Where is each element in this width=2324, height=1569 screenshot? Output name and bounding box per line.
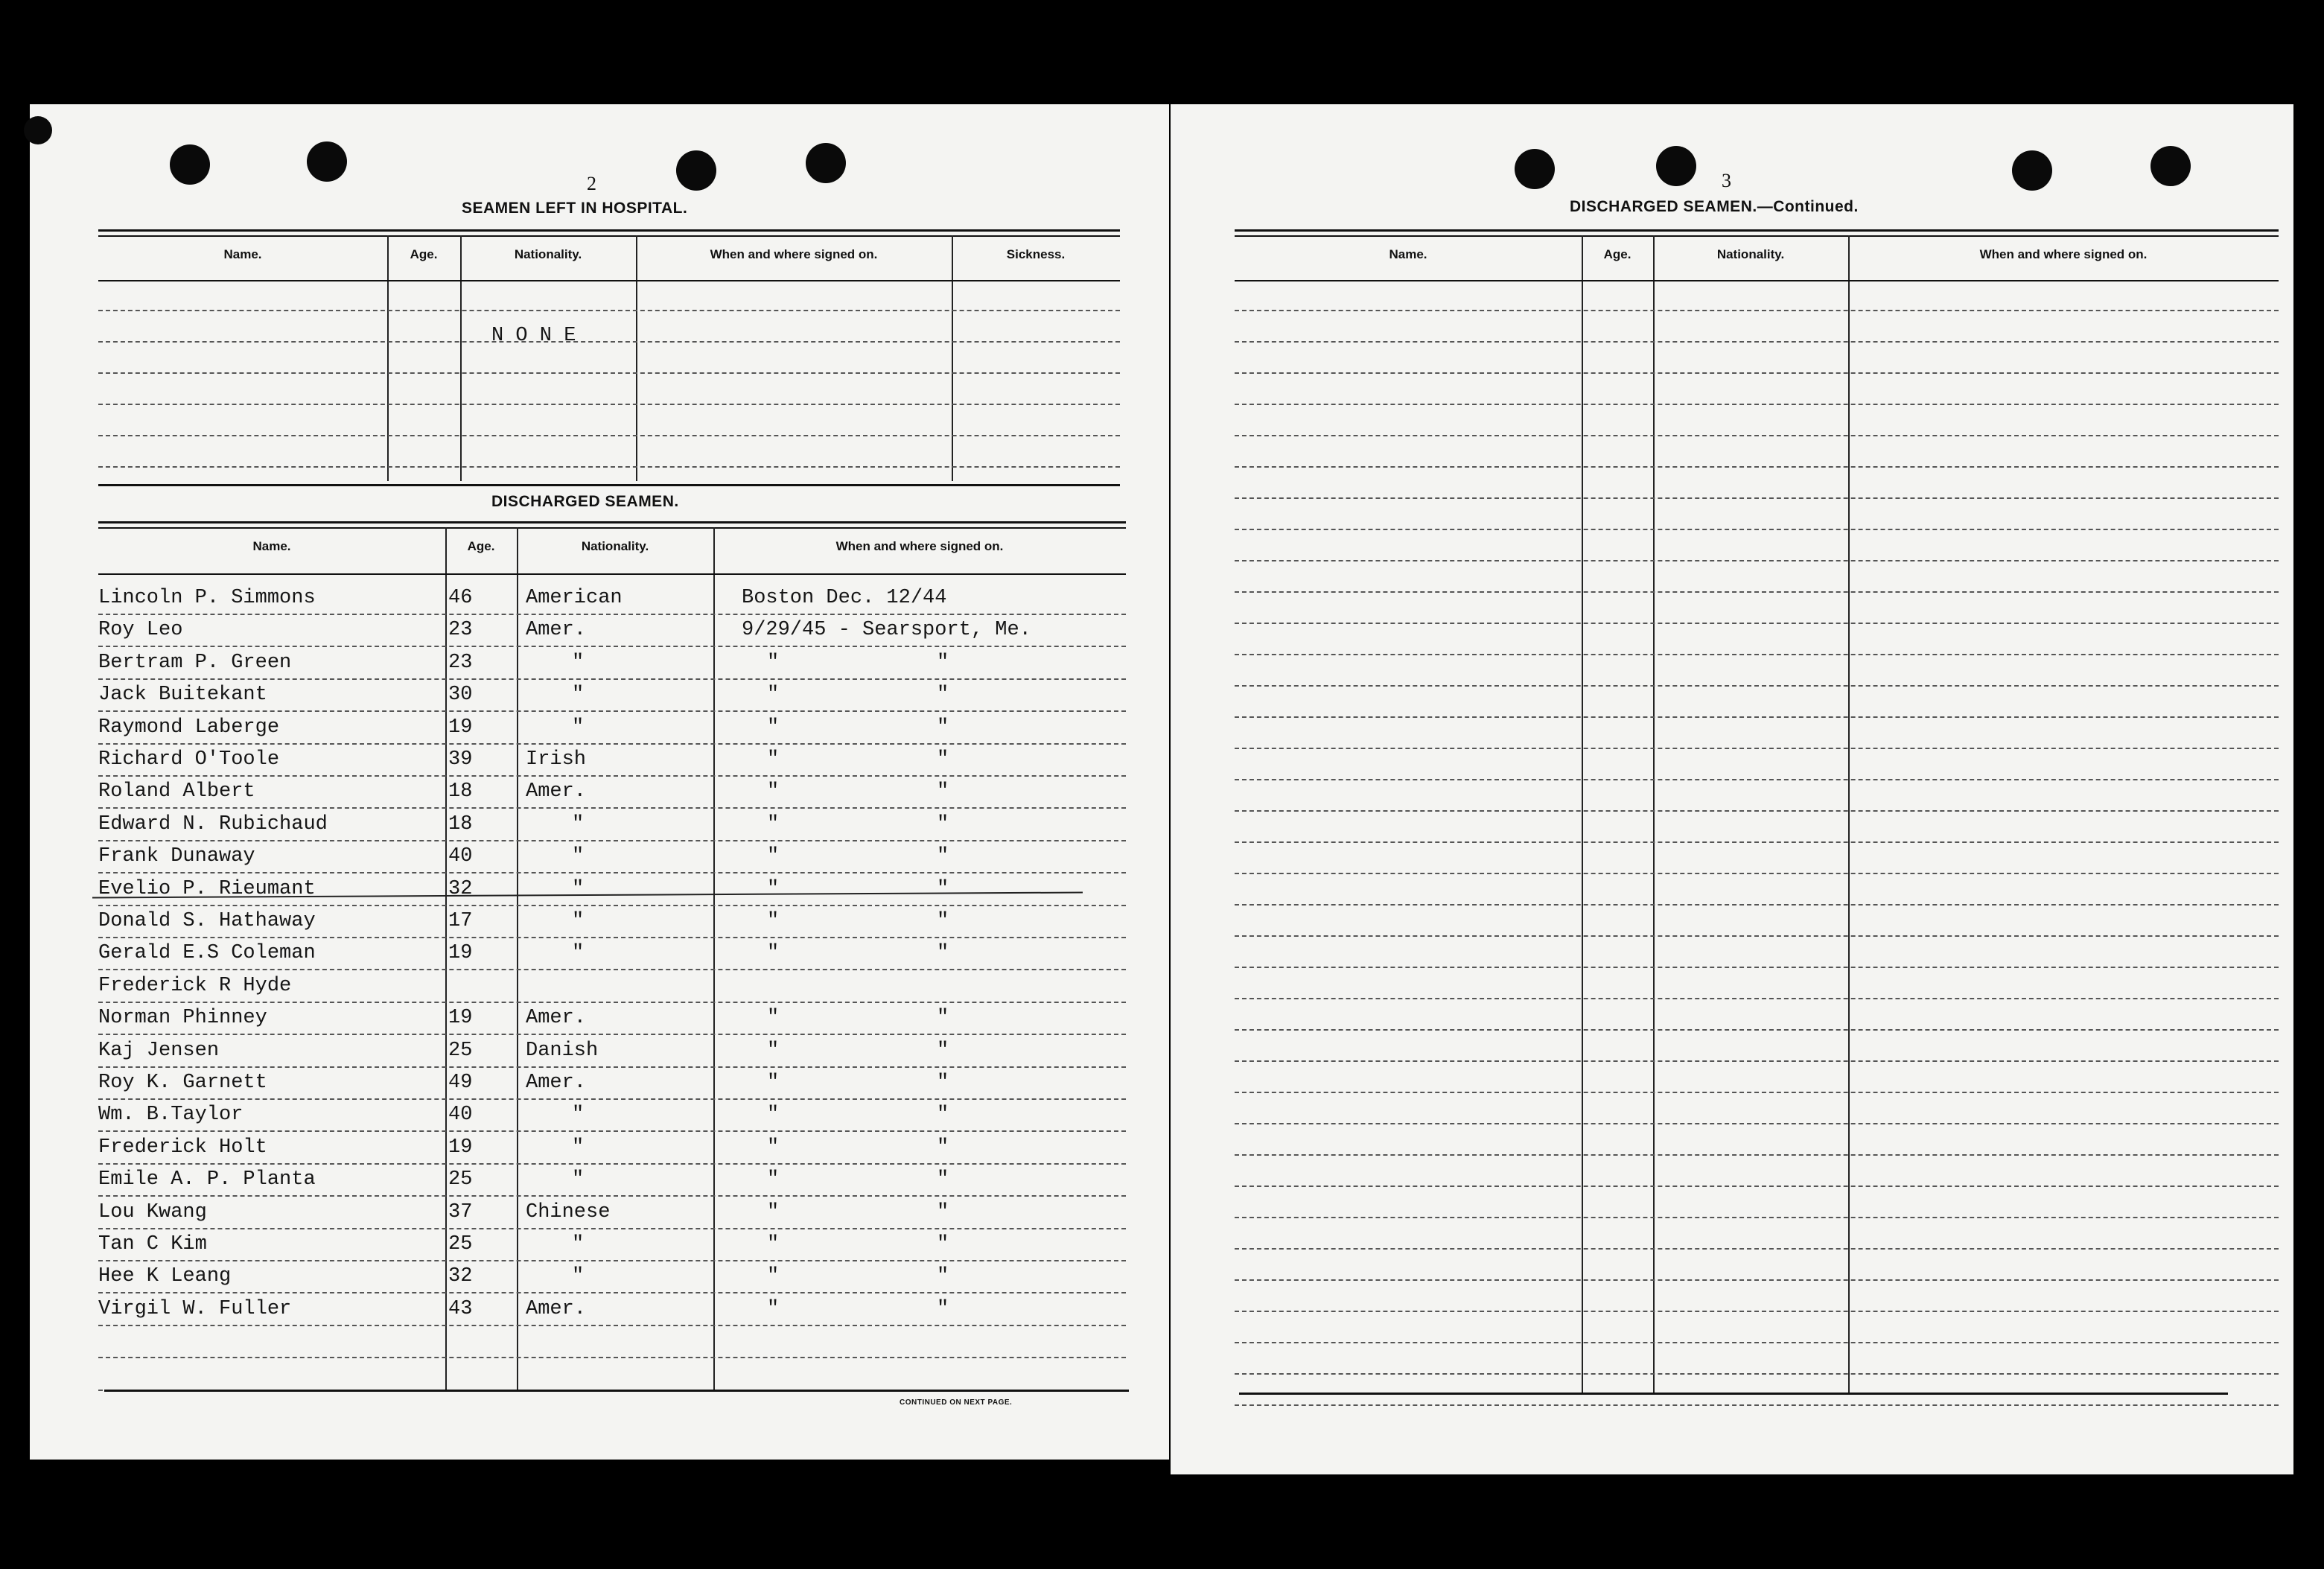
row-line: [1235, 810, 2279, 812]
punch-hole: [1515, 149, 1555, 189]
right-page: [1171, 104, 2293, 1474]
signed-on-cell: Boston Dec. 12/44: [742, 587, 947, 609]
place-cell: ": [937, 748, 949, 771]
row-line: [98, 372, 1120, 374]
col-nationality: Nationality.: [581, 539, 649, 553]
table-rule: [98, 521, 1126, 523]
row-line: [1235, 466, 2279, 468]
name-cell: Jack Buitekant: [98, 684, 267, 707]
col-age: Age.: [410, 247, 438, 261]
signed-on-cell: ": [767, 877, 780, 900]
row-line: [1235, 1092, 2279, 1093]
age-cell: 23: [448, 619, 473, 642]
row-line: [98, 1325, 1126, 1326]
row-line: [1235, 435, 2279, 436]
row-line: [98, 646, 1126, 647]
col-name: Name.: [1389, 247, 1427, 261]
punch-hole: [2012, 150, 2052, 191]
place-cell: ": [937, 1072, 949, 1094]
col-signed-on: When and where signed on.: [710, 247, 878, 261]
age-cell: 32: [448, 877, 473, 900]
row-line: [1235, 1279, 2279, 1281]
age-cell: 37: [448, 1200, 473, 1223]
col-name: Name.: [223, 247, 262, 261]
place-cell: ": [937, 1136, 949, 1159]
table-rule: [1235, 235, 2279, 237]
table-rule: [98, 229, 1120, 232]
table-rule: [98, 484, 1120, 486]
hospital-entry: N O N E: [491, 325, 576, 347]
table-rule: [1239, 1393, 2228, 1395]
continued-note: CONTINUED ON NEXT PAGE.: [900, 1398, 1013, 1407]
col-age: Age.: [467, 539, 495, 553]
nationality-cell: Danish: [526, 1039, 599, 1062]
name-cell: Bertram P. Green: [98, 651, 292, 674]
column-divider: [387, 235, 389, 481]
column-divider: [952, 235, 953, 481]
row-line: [98, 1034, 1126, 1035]
name-cell: Wm. B.Taylor: [98, 1104, 243, 1127]
age-cell: 25: [448, 1168, 473, 1191]
age-cell: 18: [448, 780, 473, 803]
row-line: [1235, 841, 2279, 843]
age-cell: 25: [448, 1233, 473, 1255]
signed-on-cell: ": [767, 748, 780, 771]
name-cell: Kaj Jensen: [98, 1039, 220, 1062]
name-cell: Frederick Holt: [98, 1136, 267, 1159]
col-name: Name.: [252, 539, 291, 553]
col-signed-on: When and where signed on.: [1979, 247, 2148, 261]
signed-on-cell: ": [767, 910, 780, 932]
col-nationality: Nationality.: [514, 247, 582, 261]
name-cell: Donald S. Hathaway: [98, 910, 316, 932]
age-cell: 18: [448, 812, 473, 836]
name-cell: Hee K Leang: [98, 1265, 232, 1288]
signed-on-cell: 9/29/45 - Searsport, Me.: [742, 619, 1031, 642]
name-cell: Roland Albert: [98, 780, 255, 803]
name-cell: Evelio P. Rieumant: [98, 877, 316, 900]
row-line: [1235, 904, 2279, 906]
nationality-cell: ": [572, 812, 585, 836]
name-cell: Richard O'Toole: [98, 748, 280, 771]
place-cell: ": [937, 877, 949, 900]
place-cell: ": [937, 1265, 949, 1288]
row-line: [98, 1163, 1126, 1165]
column-divider: [1582, 235, 1583, 1393]
row-line: [98, 310, 1120, 311]
nationality-cell: ": [572, 1136, 585, 1159]
nationality-cell: Chinese: [526, 1200, 611, 1223]
signed-on-cell: ": [767, 716, 780, 739]
name-cell: Norman Phinney: [98, 1007, 267, 1030]
row-line: [1235, 497, 2279, 499]
name-cell: Frederick R Hyde: [98, 974, 292, 997]
age-cell: 19: [448, 1136, 473, 1159]
page-number: 3: [1722, 170, 1731, 191]
row-line: [1235, 1404, 2279, 1406]
nationality-cell: ": [572, 1265, 585, 1288]
signed-on-cell: ": [767, 780, 780, 803]
nationality-cell: ": [572, 716, 585, 739]
place-cell: ": [937, 812, 949, 836]
row-line: [1235, 1060, 2279, 1062]
place-cell: ": [937, 780, 949, 803]
row-line: [98, 435, 1120, 436]
age-cell: 19: [448, 1007, 473, 1030]
left-page: [30, 104, 1169, 1460]
row-line: [98, 1130, 1126, 1132]
age-cell: 46: [448, 587, 473, 609]
row-line: [1235, 529, 2279, 530]
age-cell: 32: [448, 1265, 473, 1288]
row-line: [1235, 560, 2279, 561]
nationality-cell: Amer.: [526, 780, 587, 803]
nationality-cell: Amer.: [526, 619, 587, 642]
place-cell: ": [937, 1297, 949, 1320]
row-line: [98, 1066, 1126, 1068]
discharged-section-title: DISCHARGED SEAMEN.: [491, 493, 679, 510]
row-line: [1235, 873, 2279, 874]
row-line: [98, 1195, 1126, 1197]
row-line: [98, 969, 1126, 970]
place-cell: ": [937, 716, 949, 739]
punch-hole: [170, 144, 210, 185]
signed-on-cell: ": [767, 1007, 780, 1030]
name-cell: Frank Dunaway: [98, 845, 255, 868]
table-rule: [98, 280, 1120, 281]
row-line: [1235, 998, 2279, 999]
row-line: [98, 1260, 1126, 1261]
signed-on-cell: ": [767, 942, 780, 965]
row-line: [98, 1292, 1126, 1293]
nationality-cell: ": [572, 1104, 585, 1127]
nationality-cell: ": [572, 651, 585, 674]
signed-on-cell: ": [767, 684, 780, 707]
name-cell: Lou Kwang: [98, 1200, 207, 1223]
age-cell: 43: [448, 1297, 473, 1320]
signed-on-cell: ": [767, 1233, 780, 1255]
row-line: [98, 775, 1126, 777]
row-line: [98, 840, 1126, 841]
age-cell: 49: [448, 1072, 473, 1094]
punch-hole: [676, 150, 716, 191]
name-cell: Edward N. Rubichaud: [98, 812, 328, 836]
place-cell: ": [937, 910, 949, 932]
row-line: [98, 341, 1120, 343]
signed-on-cell: ": [767, 1104, 780, 1127]
row-line: [98, 743, 1126, 745]
row-line: [1235, 748, 2279, 749]
row-line: [98, 1098, 1126, 1100]
nationality-cell: ": [572, 1233, 585, 1255]
place-cell: ": [937, 684, 949, 707]
signed-on-cell: ": [767, 1168, 780, 1191]
row-line: [1235, 341, 2279, 343]
row-line: [1235, 623, 2279, 624]
row-line: [1235, 654, 2279, 655]
name-cell: Tan C Kim: [98, 1233, 207, 1255]
place-cell: ": [937, 845, 949, 868]
row-line: [98, 710, 1126, 712]
row-line: [1235, 1248, 2279, 1250]
row-line: [1235, 591, 2279, 593]
place-cell: ": [937, 1007, 949, 1030]
punch-hole: [1656, 146, 1696, 186]
nationality-cell: ": [572, 1168, 585, 1191]
col-age: Age.: [1603, 247, 1631, 261]
name-cell: Raymond Laberge: [98, 716, 280, 739]
age-cell: 17: [448, 910, 473, 932]
row-line: [1235, 967, 2279, 968]
age-cell: 40: [448, 1104, 473, 1127]
row-line: [1235, 1342, 2279, 1343]
nationality-cell: American: [526, 587, 623, 609]
nationality-cell: Irish: [526, 748, 587, 771]
signed-on-cell: ": [767, 1200, 780, 1223]
table-rule: [104, 1390, 1129, 1392]
row-line: [1235, 1154, 2279, 1156]
column-divider: [1848, 235, 1850, 1393]
nationality-cell: Amer.: [526, 1297, 587, 1320]
col-nationality: Nationality.: [1716, 247, 1785, 261]
age-cell: 25: [448, 1039, 473, 1062]
name-cell: Gerald E.S Coleman: [98, 942, 316, 965]
age-cell: 23: [448, 651, 473, 674]
nationality-cell: ": [572, 877, 585, 900]
punch-hole: [307, 141, 347, 182]
place-cell: ": [937, 1039, 949, 1062]
nationality-cell: ": [572, 910, 585, 932]
age-cell: 40: [448, 845, 473, 868]
row-line: [1235, 935, 2279, 937]
row-line: [98, 1357, 1126, 1358]
row-line: [1235, 1029, 2279, 1031]
signed-on-cell: ": [767, 651, 780, 674]
row-line: [98, 466, 1120, 468]
column-divider: [636, 235, 637, 481]
hospital-section-title: SEAMEN LEFT IN HOSPITAL.: [462, 200, 688, 217]
name-cell: Emile A. P. Planta: [98, 1168, 316, 1191]
punch-hole: [24, 116, 52, 144]
signed-on-cell: ": [767, 1265, 780, 1288]
row-line: [1235, 1123, 2279, 1124]
name-cell: Lincoln P. Simmons: [98, 587, 316, 609]
row-line: [98, 614, 1126, 615]
row-line: [98, 1228, 1126, 1229]
row-line: [1235, 779, 2279, 780]
discharged-continued-title: DISCHARGED SEAMEN.—Continued.: [1570, 198, 1859, 215]
row-line: [1235, 1185, 2279, 1187]
signed-on-cell: ": [767, 812, 780, 836]
place-cell: ": [937, 1168, 949, 1191]
signed-on-cell: ": [767, 1297, 780, 1320]
table-rule: [98, 573, 1126, 575]
row-line: [98, 1002, 1126, 1003]
name-cell: Roy Leo: [98, 619, 183, 642]
column-divider: [460, 235, 462, 481]
age-cell: 30: [448, 684, 473, 707]
row-line: [1235, 685, 2279, 687]
table-rule: [98, 527, 1126, 529]
punch-hole: [2151, 146, 2191, 186]
row-line: [1235, 404, 2279, 405]
row-line: [98, 905, 1126, 906]
row-line: [98, 678, 1126, 680]
row-line: [1235, 716, 2279, 718]
row-line: [1235, 310, 2279, 311]
nationality-cell: ": [572, 845, 585, 868]
row-line: [1235, 1373, 2279, 1375]
row-line: [98, 807, 1126, 809]
punch-hole: [806, 143, 846, 183]
place-cell: ": [937, 1104, 949, 1127]
nationality-cell: ": [572, 942, 585, 965]
row-line: [1235, 372, 2279, 374]
place-cell: ": [937, 1200, 949, 1223]
signed-on-cell: ": [767, 1072, 780, 1094]
row-line: [1235, 1311, 2279, 1312]
nationality-cell: Amer.: [526, 1072, 587, 1094]
age-cell: 39: [448, 748, 473, 771]
age-cell: 19: [448, 942, 473, 965]
nationality-cell: Amer.: [526, 1007, 587, 1030]
place-cell: ": [937, 942, 949, 965]
nationality-cell: ": [572, 684, 585, 707]
age-cell: 19: [448, 716, 473, 739]
table-rule: [1235, 229, 2279, 232]
place-cell: ": [937, 1233, 949, 1255]
row-line: [98, 872, 1126, 873]
signed-on-cell: ": [767, 845, 780, 868]
row-line: [98, 404, 1120, 405]
name-cell: Roy K. Garnett: [98, 1072, 267, 1094]
column-divider: [1653, 235, 1655, 1393]
col-sickness: Sickness.: [1006, 247, 1066, 261]
col-signed-on: When and where signed on.: [835, 539, 1004, 553]
table-rule: [1235, 280, 2279, 281]
signed-on-cell: ": [767, 1136, 780, 1159]
row-line: [1235, 1217, 2279, 1218]
place-cell: ": [937, 651, 949, 674]
signed-on-cell: ": [767, 1039, 780, 1062]
row-line: [98, 937, 1126, 938]
page-number: 2: [587, 173, 596, 194]
table-rule: [98, 235, 1120, 237]
name-cell: Virgil W. Fuller: [98, 1297, 292, 1320]
